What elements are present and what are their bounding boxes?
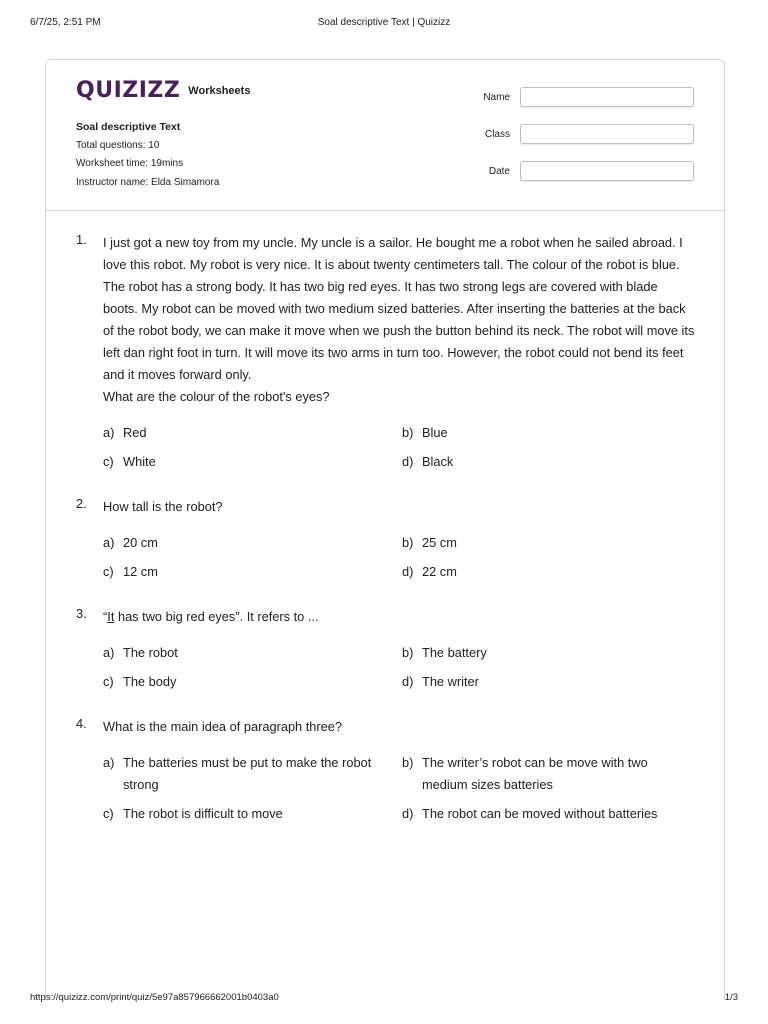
option-a — [103, 422, 402, 444]
option-b — [402, 642, 692, 664]
option-text: The robot is difficult to move — [123, 806, 283, 821]
question-list — [76, 232, 696, 825]
name-row — [474, 86, 694, 108]
logo-wordmark: QUIZIZZ — [76, 78, 181, 103]
student-fields — [474, 86, 694, 197]
worksheet-time: Worksheet time: 19mins — [76, 158, 184, 169]
option-d — [402, 561, 692, 583]
option-text: The robot — [123, 645, 178, 660]
option-a — [103, 532, 402, 554]
option-grid — [103, 422, 696, 473]
worksheet-meta — [76, 118, 219, 192]
print-datetime: 6/7/25, 2:51 PM — [30, 17, 101, 28]
print-header — [30, 17, 738, 31]
total-questions: Total questions: 10 — [76, 139, 160, 151]
option-d — [402, 451, 692, 473]
question-prompt: How tall is the robot? — [103, 499, 223, 514]
option-text: The writer’s robot can be move with two medium sizes batteries — [422, 755, 648, 792]
option-letter: d) — [402, 674, 414, 689]
option-letter: c) — [103, 564, 114, 579]
option-grid — [103, 642, 696, 693]
instructor-name: Instructor name: Elda Simamora — [76, 176, 220, 188]
option-text: 25 cm — [422, 535, 457, 550]
option-text: 12 cm — [123, 564, 158, 579]
option-text: The body — [123, 674, 177, 689]
question-prompt: What is the main idea of paragraph three? — [103, 719, 343, 734]
option-b — [402, 532, 692, 554]
option-text: The battery — [422, 645, 487, 660]
worksheet-card — [45, 59, 725, 1000]
date-field[interactable] — [520, 161, 694, 181]
question-number: 1. — [76, 232, 87, 247]
option-text: White — [123, 454, 156, 469]
option-grid — [103, 532, 696, 583]
option-letter: b) — [402, 425, 414, 440]
option-text: The robot can be moved without batteries — [422, 806, 658, 821]
option-a — [103, 642, 402, 664]
question-3 — [76, 606, 696, 693]
print-footer — [30, 992, 738, 1006]
option-letter: d) — [402, 806, 414, 821]
option-letter: a) — [103, 755, 115, 770]
option-letter: d) — [402, 454, 414, 469]
question-4 — [76, 716, 696, 825]
worksheet-header — [46, 60, 724, 211]
option-text: Blue — [422, 425, 448, 440]
date-label: Date — [488, 165, 510, 177]
option-a — [103, 752, 402, 796]
page-number: 1/3 — [724, 992, 738, 1003]
option-letter: b) — [402, 755, 414, 770]
date-row — [474, 160, 694, 182]
print-title: Soal descriptive Text | Quizizz — [317, 17, 451, 28]
option-c — [103, 561, 402, 583]
option-c — [103, 803, 402, 825]
option-text: The batteries must be put to make the robot strong — [123, 755, 372, 792]
name-label: Name — [483, 91, 510, 103]
name-field[interactable] — [520, 87, 694, 107]
prompt-underlined-word: It — [107, 609, 115, 624]
question-number: 4. — [76, 716, 87, 731]
option-letter: d) — [402, 564, 414, 579]
option-letter: c) — [103, 806, 114, 821]
option-letter: a) — [103, 645, 115, 660]
option-c — [103, 451, 402, 473]
option-b — [402, 752, 692, 796]
class-label: Class — [484, 128, 510, 140]
prompt-rest: has two big red eyes”. It refers to ... — [114, 609, 319, 624]
option-d — [402, 803, 692, 825]
question-number: 2. — [76, 496, 87, 511]
option-text: The writer — [422, 674, 479, 689]
option-text: 22 cm — [422, 564, 457, 579]
question-prompt — [103, 606, 696, 628]
class-field[interactable] — [520, 124, 694, 144]
option-grid — [103, 752, 696, 825]
option-letter: a) — [103, 535, 115, 550]
logo-tag: Worksheets — [188, 84, 251, 97]
option-letter: c) — [103, 454, 114, 469]
question-number: 3. — [76, 606, 87, 621]
option-d — [402, 671, 692, 693]
option-letter: b) — [402, 645, 414, 660]
worksheet-title: Soal descriptive Text — [76, 121, 181, 133]
option-c — [103, 671, 402, 693]
option-letter: a) — [103, 425, 115, 440]
option-text: Black — [422, 454, 454, 469]
question-passage: I just got a new toy from my uncle. My uncle is a sailor. He bought me a robot when he sailed abroad. I love this robot. My robot is very nice. It is about twenty centimeters tall. The colour of the robot is blue. The robot has a strong body. It has two big red eyes. It has two strong legs are covered with blade boots. My robot can be moved with two medium sized batteries. After inserting the batteries at the back of the robot body, we can make it move when we push the button behind its neck. The robot will move its left dan right foot in turn. It will move its two arms in turn too. However, the robot could not bend its feet and it moves forward only. — [103, 235, 695, 382]
question-2 — [76, 496, 696, 583]
class-row — [474, 123, 694, 145]
prompt-quote-open: “ — [103, 609, 108, 624]
option-letter: b) — [402, 535, 414, 550]
option-text: Red — [123, 425, 147, 440]
option-b — [402, 422, 692, 444]
option-letter: c) — [103, 674, 114, 689]
quizizz-logo — [76, 78, 250, 103]
question-1 — [76, 232, 696, 473]
option-text: 20 cm — [123, 535, 158, 550]
print-url: https://quizizz.com/print/quiz/5e97a857966662001b0403a0 — [30, 992, 279, 1003]
question-prompt: What are the colour of the robot's eyes? — [103, 389, 330, 404]
